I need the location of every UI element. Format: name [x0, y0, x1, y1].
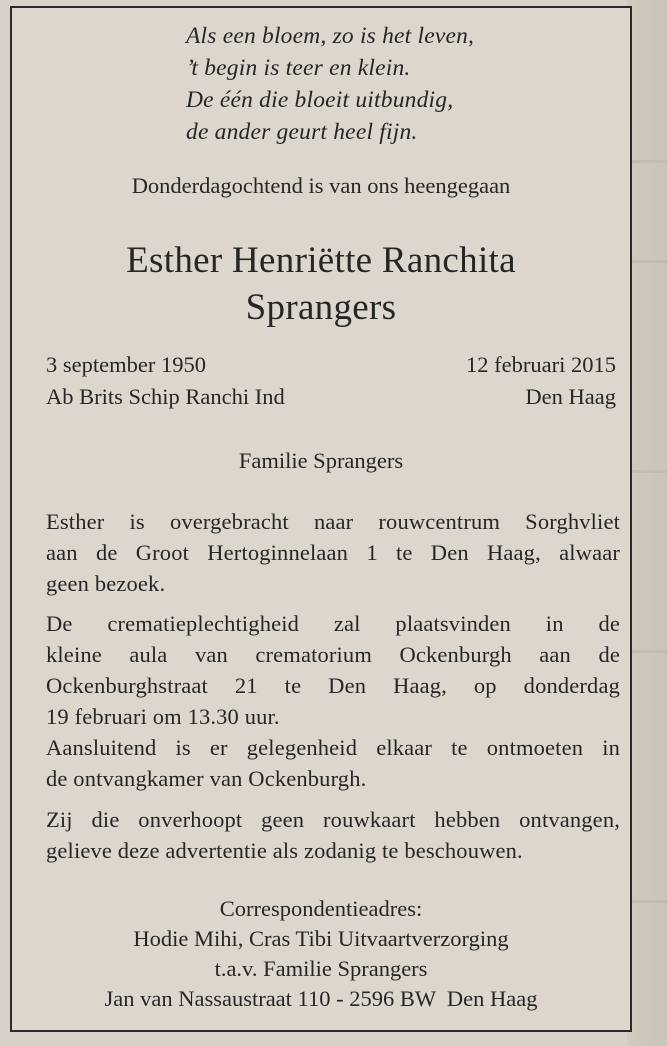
paragraph-line: geen bezoek. — [46, 571, 166, 596]
bleed-through-line — [627, 900, 667, 903]
poem — [186, 20, 474, 148]
family-signature: Familie Sprangers — [238, 448, 404, 473]
birth-place: Ab Brits Schip Ranchi Ind — [46, 384, 285, 409]
paragraph-notice — [46, 804, 620, 866]
paragraph-line: De crematieplechtigheid zal plaatsvinden in de — [46, 611, 620, 636]
obituary-notice — [10, 6, 632, 1032]
paragraph-line: gelieve deze advertentie als zodanig te beschouwen. — [46, 838, 523, 863]
paragraph-line: Esther is overgebracht naar rouwcentrum Sorghvliet — [46, 509, 620, 534]
birth-date: 3 september 1950 — [46, 352, 206, 377]
bleed-through-line — [627, 470, 667, 473]
newspaper-background — [627, 0, 667, 1046]
bleed-through-line — [627, 160, 667, 163]
paragraph-line: kleine aula van crematorium Ockenburgh aan de — [46, 642, 620, 667]
correspondence-line: t.a.v. Familie Sprangers — [214, 956, 428, 981]
correspondence-line: Hodie Mihi, Cras Tibi Uitvaartverzorging — [133, 926, 509, 951]
deceased-name: Esther Henriëtte Ranchita — [126, 240, 516, 281]
poem-line: de ander geurt heel fijn. — [186, 119, 418, 145]
deceased-surname: Sprangers — [245, 287, 397, 328]
paragraph-reception — [46, 732, 620, 794]
correspondence-address: Jan van Nassaustraat 110 - 2596 BW Den Haag — [104, 986, 538, 1011]
poem-line: Als een bloem, zo is het leven, — [186, 23, 475, 49]
paragraph-line: de ontvangkamer van Ockenburgh. — [46, 766, 367, 791]
paragraph-ceremony — [46, 608, 620, 732]
correspondence-heading: Correspondentieadres: — [219, 896, 423, 921]
bleed-through-line — [627, 650, 667, 653]
poem-line: De één die bloeit uitbundig, — [186, 87, 454, 113]
death-date: 12 februari 2015 — [466, 352, 616, 377]
poem-line: ’t begin is teer en klein. — [186, 55, 411, 81]
bleed-through-line — [627, 260, 667, 263]
paragraph-line: Aansluitend is er gelegenheid elkaar te ontmoeten in — [46, 735, 620, 760]
paragraph-line: Zij die onverhoopt geen rouwkaart hebben ontvangen, — [46, 807, 620, 832]
paragraph-line: aan de Groot Hertoginnelaan 1 te Den Haag, alwaar — [46, 540, 620, 565]
paragraph-rest-location — [46, 506, 620, 599]
paragraph-line: Ockenburghstraat 21 te Den Haag, op donderdag — [46, 673, 620, 698]
death-place: Den Haag — [525, 384, 616, 409]
announcement: Donderdagochtend is van ons heengegaan — [131, 173, 511, 198]
paragraph-line: 19 februari om 13.30 uur. — [46, 704, 280, 729]
